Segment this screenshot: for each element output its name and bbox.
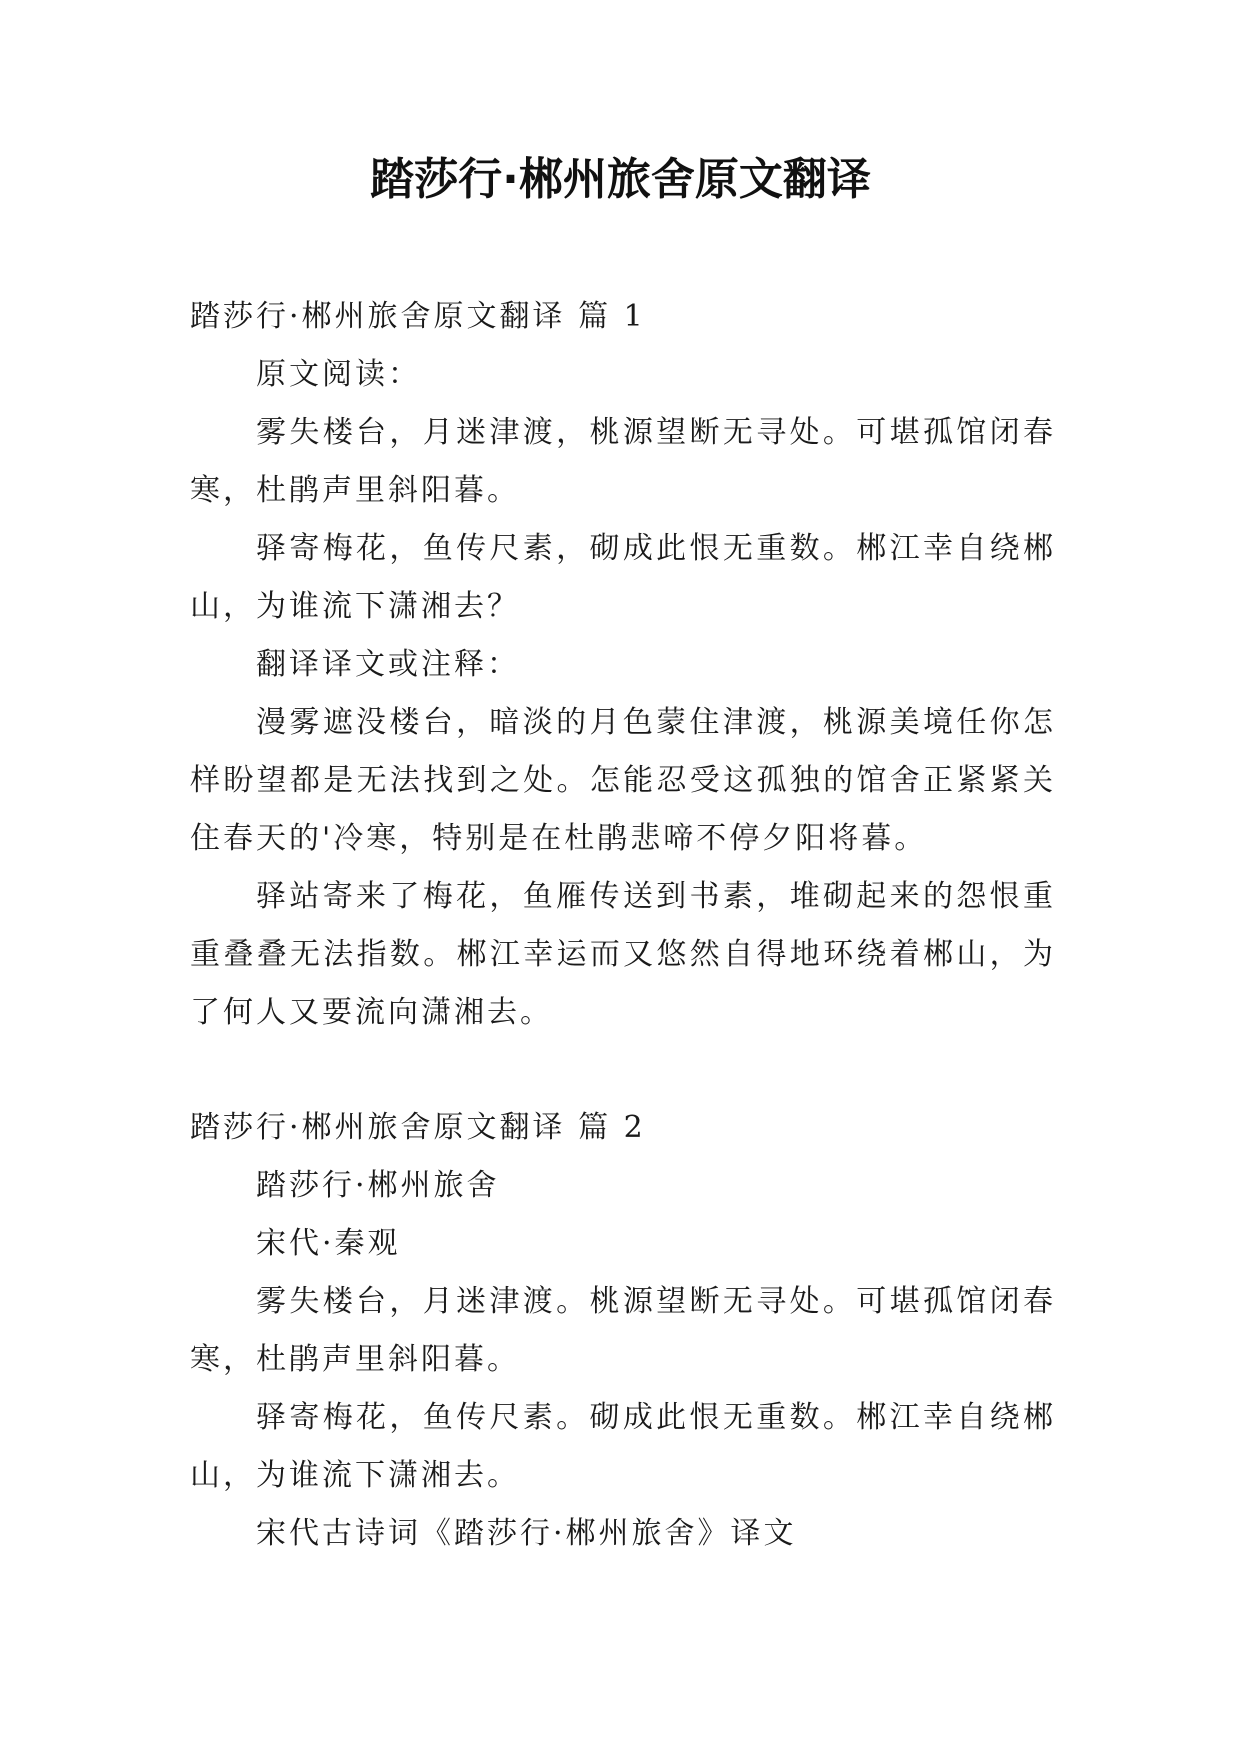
- section-heading: 踏莎行·郴州旅舍原文翻译 篇 1: [190, 299, 646, 334]
- paragraph: 翻译译文或注释：: [256, 647, 520, 682]
- section-2: [190, 1099, 1056, 1563]
- paragraph: 宋代古诗词《踏莎行·郴州旅舍》译文: [256, 1516, 797, 1551]
- paragraph: 雾失楼台，月迷津渡。桃源望断无寻处。可堪孤馆闭春寒，杜鹃声里斜阳暮。: [190, 1284, 1056, 1377]
- paragraph: 驿寄梅花，鱼传尺素，砌成此恨无重数。郴江幸自绕郴山，为谁流下潇湘去？: [190, 531, 1056, 624]
- section-1: [190, 288, 1056, 1042]
- document-body: [190, 288, 1056, 1563]
- paragraph: 漫雾遮没楼台，暗淡的月色蒙住津渡，桃源美境任你怎样盼望都是无法找到之处。怎能忍受这孤独的馆舍正紧紧关住春天的'冷寒，特别是在杜鹃悲啼不停夕阳将暮。: [190, 705, 1056, 856]
- paragraph: 原文阅读：: [256, 357, 421, 392]
- paragraph: 雾失楼台，月迷津渡，桃源望断无寻处。可堪孤馆闭春寒，杜鹃声里斜阳暮。: [190, 415, 1056, 508]
- paragraph: 宋代·秦观: [256, 1226, 401, 1261]
- paragraph: 驿站寄来了梅花，鱼雁传送到书素，堆砌起来的怨恨重重叠叠无法指数。郴江幸运而又悠然自得地环绕着郴山，为了何人又要流向潇湘去。: [190, 879, 1056, 1030]
- document-title: 踏莎行·郴州旅舍原文翻译: [370, 154, 871, 205]
- paragraph: 驿寄梅花，鱼传尺素。砌成此恨无重数。郴江幸自绕郴山，为谁流下潇湘去。: [190, 1400, 1056, 1493]
- paragraph: 踏莎行·郴州旅舍: [256, 1168, 500, 1203]
- section-heading: 踏莎行·郴州旅舍原文翻译 篇 2: [190, 1110, 646, 1145]
